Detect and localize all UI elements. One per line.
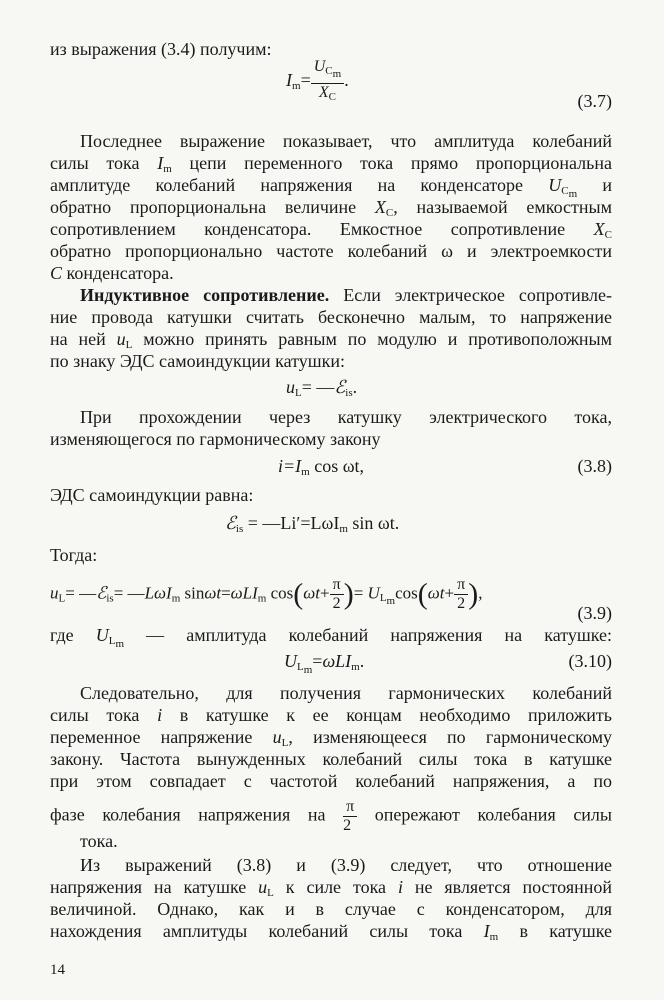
text-line: величиной. Однако, как и в случае с конденсатором, для bbox=[50, 899, 612, 919]
text-line: Последнее выражение показывает, что амплитуда колебаний bbox=[80, 131, 612, 151]
equation-3-7: $I_m=$ $\frac{U_{C_m}}{X_C}$ . bbox=[286, 58, 349, 103]
text-line: на ней $u_L$ можно принять равным по модулю и противоположным bbox=[50, 329, 613, 351]
equation-3-10: $U_{L_m}=\omega LI_m$. bbox=[284, 651, 365, 676]
equation-self-induction: $u_L=$ —ℰ$_{is}$. bbox=[286, 377, 358, 399]
text-line: Из выражений (3.8) и (3.9) следует, что отношение bbox=[80, 855, 612, 875]
equation-3-9: $u_L=$ —ℰ$_{is}$= —LωI$_m$ sinωt=ωLI$_m$ cos(ωt+ $\frac{\pi}{2}$ )= $U_{L_m}\cos(\omega t+$ $\frac{\pi}{2}$ ), bbox=[50, 576, 483, 612]
page-number: 14 bbox=[50, 962, 65, 978]
text-line: обратно пропорционально частоте колебаний ω и электроемкости bbox=[50, 241, 612, 261]
equation-number: (3.10) bbox=[568, 651, 612, 671]
equation-3-8: $i=I_m$ cos ωt, bbox=[278, 456, 365, 478]
text-line: обратно пропорциональна величине $X_C$, называемой емкостным bbox=[50, 197, 612, 219]
section-heading: Индуктивное сопротивление. bbox=[80, 285, 330, 305]
text-line: где $U_{L_m}$ — амплитуда колебаний напряжения на катушке: bbox=[50, 625, 612, 650]
text-line: При прохождении через катушку электрического тока, bbox=[80, 407, 612, 427]
equation-number: (3.8) bbox=[577, 456, 612, 476]
text-line: по знаку ЭДС самоиндукции катушки: bbox=[50, 351, 346, 371]
text-line: Следовательно, для получения гармонических колебаний bbox=[80, 683, 612, 703]
equation-emf: ℰ$_{is}$ = —Li′=LωI$_m$ sin ωt. bbox=[225, 513, 400, 535]
text-line: нахождения амплитуды колебаний силы тока $I_m$ в катушке bbox=[50, 921, 612, 943]
text-line: ЭДС самоиндукции равна: bbox=[50, 485, 254, 505]
text-line: из выражения (3.4) получим: bbox=[50, 39, 272, 59]
text-line: напряжения на катушке $u_L$ к силе тока i не является постоянной bbox=[50, 877, 612, 899]
text-line: силы тока $I_m$ цепи переменного тока прямо пропорциональна bbox=[50, 153, 612, 175]
text-line: изменяющегося по гармоническому закону bbox=[50, 429, 381, 449]
text-line: силы тока i в катушке к ее концам необходимо приложить bbox=[50, 705, 612, 725]
text-line: амплитуде колебаний напряжения на конденсаторе $U_{C_m}$ и bbox=[50, 175, 612, 200]
text-line: при этом совпадает с частотой колебаний напряжения, а по bbox=[50, 771, 612, 791]
text-line: тока. bbox=[80, 831, 118, 851]
text-line: переменное напряжение $u_L$, изменяющееся по гармоническому bbox=[50, 727, 612, 749]
text-line: сопротивлением конденсатора. Емкостное сопротивление $X_C$ bbox=[50, 219, 612, 241]
text-line: закону. Частота вынужденных колебаний силы тока в катушке bbox=[50, 749, 612, 769]
text-line: C конденсатора. bbox=[50, 263, 174, 283]
text-line: Тогда: bbox=[50, 545, 98, 565]
equation-number: (3.7) bbox=[577, 91, 612, 111]
text-line: Индуктивное сопротивление. Если электрическое сопротивле- bbox=[80, 285, 612, 305]
text-line: ние провода катушки считать бесконечно малым, то напряжение bbox=[50, 307, 612, 327]
text-line: фазе колебания напряжения на $\frac{\pi}{2}$ опережают колебания силы bbox=[50, 798, 613, 834]
equation-number: (3.9) bbox=[577, 603, 612, 623]
